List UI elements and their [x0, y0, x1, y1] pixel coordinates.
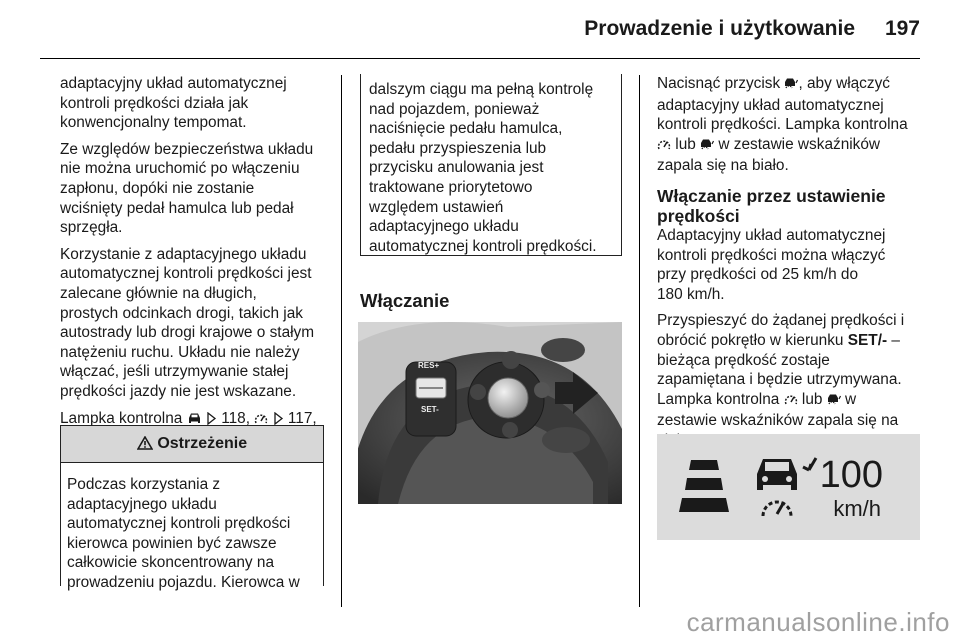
text-line: pedału przyspieszenia lub	[369, 139, 547, 157]
text-line: adaptacyjnego układu	[67, 495, 217, 513]
column-3	[657, 74, 922, 458]
text-line: autostrady lub drogi krajowe o stałym	[60, 324, 315, 342]
text-fragment: w	[845, 390, 857, 408]
text-line: naciśnięcie pedału hamulca,	[369, 120, 563, 138]
text-fragment: , aby włączyć	[798, 75, 890, 92]
text-line: zapala się na biało.	[657, 157, 789, 175]
text-line: 180 km/h.	[657, 285, 725, 303]
text-line: Adaptacyjny układ automatycznej	[657, 226, 886, 244]
text-line: prostych odcinkach drogi, takich jak	[60, 304, 303, 322]
warning-continuation-box	[360, 74, 622, 256]
text-line: kontroli prędkości. Lampka kontrolna	[657, 116, 908, 134]
text-fragment: w zestawie wskaźników	[718, 135, 881, 153]
text-line: Ze względów bezpieczeństwa układu	[60, 140, 314, 158]
paragraph-usage	[60, 245, 325, 402]
text-line: przycisku anulowania jest	[369, 159, 544, 177]
text-line: prowadzeniu pojazdu. Kierowca w	[67, 573, 300, 591]
paragraph-accelerate	[657, 311, 922, 450]
text-line: nad pojazdem, ponieważ	[369, 100, 540, 118]
text-fragment: lub	[801, 390, 823, 408]
cluster-display	[657, 434, 920, 540]
page-header	[0, 0, 960, 62]
acc-car-icon	[827, 392, 841, 412]
text-fragment: Nacisnąć przycisk	[657, 75, 781, 92]
lane-bars-icon	[679, 460, 729, 512]
text-line: kierowca powinien być zawsze	[67, 534, 277, 552]
section-heading-wlaczanie: Włączanie	[360, 290, 450, 311]
column-1	[60, 74, 325, 459]
warning-body	[61, 463, 323, 593]
acc-car-icon	[784, 76, 798, 96]
page-ref-link[interactable]: 117,	[287, 409, 317, 427]
text-line: bieżąca prędkość zostaje	[657, 351, 830, 369]
text-line: sprzęgła.	[60, 219, 123, 237]
header-title: Prowadzenie i użytkowanie	[584, 17, 855, 40]
text-line: nie można uruchomić po włączeniu	[60, 160, 300, 178]
text-fragment: Lampka kontrolna	[657, 390, 780, 408]
text-line: Korzystanie z adaptacyjnego układu	[60, 245, 307, 263]
text-line: Podczas korzystania z	[67, 476, 221, 493]
warning-header	[61, 426, 323, 463]
warning-title: Ostrzeżenie	[157, 435, 248, 452]
text-line: całkowicie skoncentrowany na	[67, 554, 275, 572]
heading-line: prędkości	[657, 205, 740, 226]
set-button-label: SET-	[421, 405, 439, 414]
text-line: dalszym ciągu ma pełną kontrolę	[369, 81, 594, 98]
text-line: zapamiętana i będzie utrzymywana.	[657, 371, 902, 389]
paragraph-safety	[60, 140, 325, 238]
text-line: zapłonu, dopóki nie zostanie	[60, 179, 255, 197]
column-divider-1	[341, 75, 342, 607]
footer-watermark: carmanualsonline.info	[686, 607, 950, 637]
text-line: adaptacyjnego układu	[369, 218, 519, 236]
section-heading-speed-set	[657, 186, 922, 226]
text-line: traktowane priorytetowo	[369, 178, 533, 196]
paragraph-intro	[60, 74, 325, 133]
text-line: wciśnięty pedał hamulca lub pedał	[60, 199, 294, 217]
text-line: adaptacyjny układ automatycznej	[657, 96, 884, 114]
text-line: włączać, jeśli utrzymywanie stałej	[60, 363, 289, 381]
text-fragment: lub	[675, 135, 696, 153]
text-line: zestawie wskaźników zapala się na	[657, 412, 899, 430]
cruise-gauge-icon	[657, 137, 671, 157]
column-divider-2	[639, 75, 640, 607]
acc-car-icon	[757, 458, 816, 516]
set-speed-value: 100	[819, 454, 883, 496]
heading-line: Włączanie przez ustawienie	[657, 185, 886, 206]
text-line: prędkości jazdy nie jest wskazane.	[60, 382, 297, 400]
set-minus-label: SET/-	[847, 331, 888, 349]
paragraph-press-button	[657, 74, 922, 176]
text-line: względem ustawień	[369, 198, 504, 216]
text-line: Przyspieszyć do żądanej prędkości i	[657, 312, 905, 330]
steering-wheel-photo	[358, 322, 622, 504]
header-rule	[40, 58, 920, 59]
text-line: adaptacyjny układ automatycznej	[60, 75, 287, 92]
text-fragment: obrócić pokrętło w kierunku	[657, 331, 844, 349]
paragraph-speed-range	[657, 226, 922, 304]
text-line: kontroli prędkości działa jak	[60, 94, 249, 112]
page-ref-link[interactable]: 118,	[221, 409, 250, 427]
res-button-label: RES+	[418, 361, 440, 370]
text-line: zalecane głównie na długich,	[60, 284, 257, 302]
text-line: przy prędkości od 25 km/h do	[657, 266, 859, 284]
warning-triangle-icon	[137, 428, 153, 464]
text-line: konwencjonalny tempomat.	[60, 114, 247, 132]
cruise-gauge-icon	[784, 392, 798, 412]
text-line: automatycznej kontroli prędkości.	[369, 237, 597, 255]
acc-car-icon	[700, 137, 714, 157]
text-line: natężeniu ruchu. Układu nie należy	[60, 343, 300, 361]
lamp-label: Lampka kontrolna	[60, 409, 183, 427]
text-fragment: –	[891, 331, 900, 349]
speed-unit: km/h	[833, 496, 881, 521]
text-line: automatycznej kontroli prędkości	[67, 515, 291, 533]
text-line: kontroli prędkości można włączyć	[657, 246, 886, 264]
text-line: automatycznej kontroli prędkości jest	[60, 265, 312, 283]
page-number: 197	[884, 17, 920, 40]
warning-box	[60, 425, 324, 591]
